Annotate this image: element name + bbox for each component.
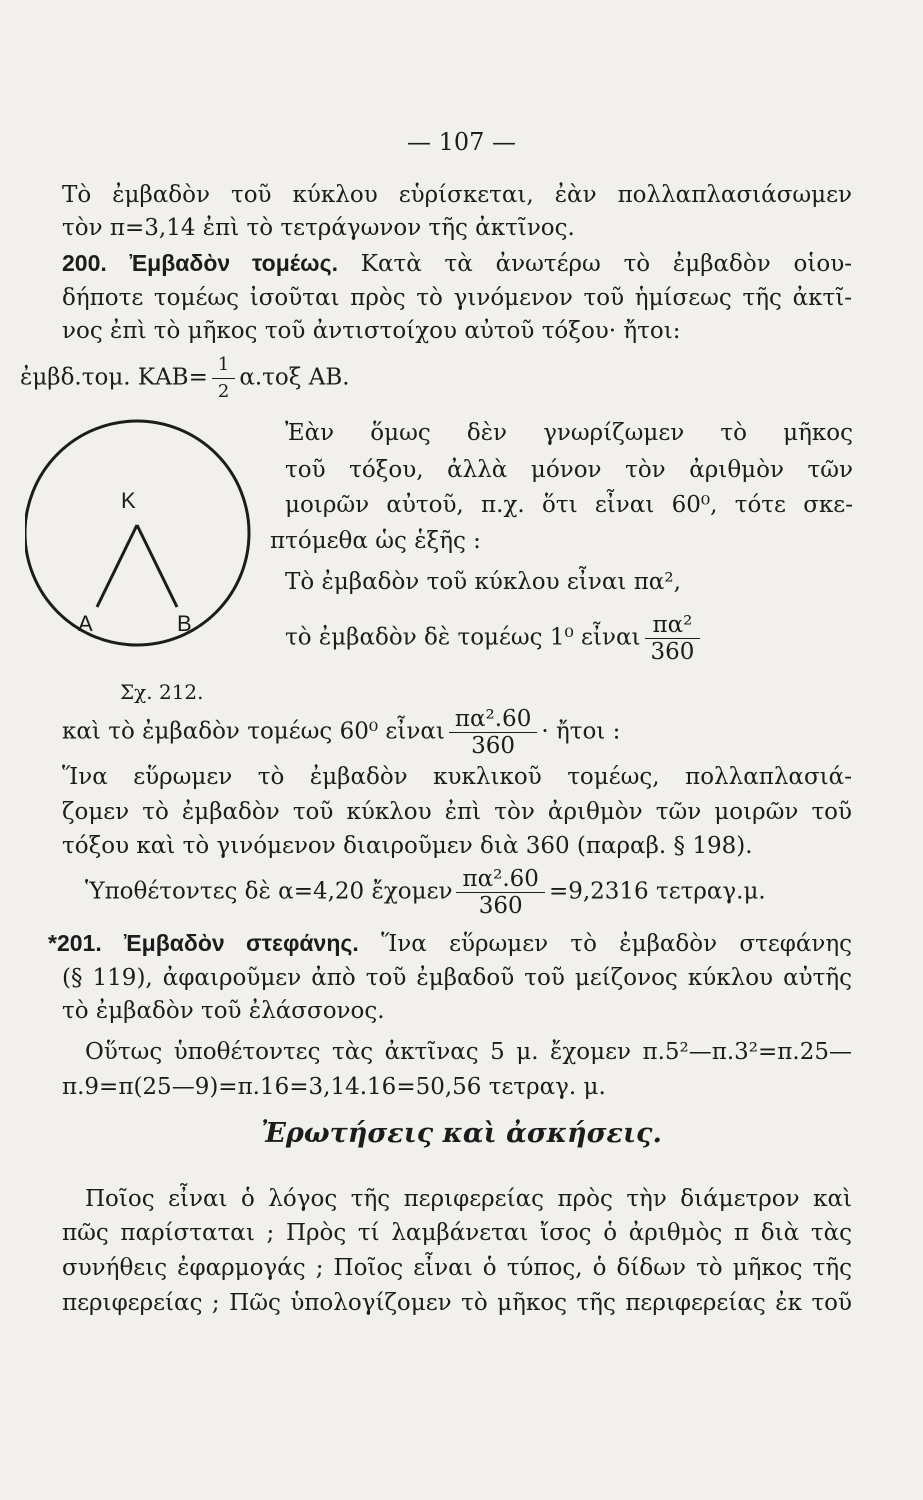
text-span: · ἤτοι : [541,718,621,745]
text-line: Οὕτως ὑποθέτοντες τὰς ἀκτῖνας 5 μ. ἔχομεν π.5²—π.3²=π.25— [85,1039,852,1065]
formula-line [62,706,852,759]
fraction [456,866,544,919]
exercises-heading: Ἐρωτήσεις καὶ ἀσκήσεις. [261,1118,662,1149]
section-number: 200. [62,250,107,276]
section-title: Ἐμβαδὸν τομέως. [129,250,338,276]
text-span: Ἵνα εὕρωμεν τὸ ἐμβαδὸν στεφάνης [381,931,853,957]
text-line: μοιρῶν αὐτοῦ, π.χ. ὅτι εἶναι 60⁰, τότε σκε- [285,492,853,518]
text-line: τόξου καὶ τὸ γινόμενον διαιροῦμεν διὰ 360 (παραβ. § 198). [62,833,753,859]
fraction-numerator: πα².60 [449,706,537,733]
text-line: Τὸ ἐμβαδὸν τοῦ κύκλου εὑρίσκεται, ἐὰν πολλαπλασιάσωμεν [62,182,852,208]
text-line: τὸ ἐμβαδὸν τοῦ ἐλάσσονος. [62,998,385,1024]
section-201-line [48,928,852,959]
figure-caption: Σχ. 212. [120,680,204,704]
text-line: πτόμεθα ὡς ἑξῆς : [270,528,481,554]
fraction [212,352,235,405]
section-title: Ἐμβαδὸν στεφάνης. [124,930,359,956]
fraction-denominator: 360 [478,893,523,919]
text-line: τὸν π=3,14 ἐπὶ τὸ τετράγωνον τῆς ἀκτῖνος. [62,215,575,241]
formula-line [85,866,875,919]
section-200-line [62,248,852,279]
text-line: Ποῖος εἶναι ὁ λόγος τῆς περιφερείας πρὸς τὴν διάμετρον καὶ [85,1186,852,1212]
circle-sector-diagram [25,415,255,655]
fraction-denominator: 2 [217,381,230,402]
text-line: συνήθεις ἐφαρμογάς ; Ποῖος εἶναι ὁ τύπος, ὁ δίδων τὸ μῆκος τῆς [62,1255,852,1281]
radius-kb [137,525,177,607]
circle-outline [25,421,249,645]
formula-line [20,352,810,405]
text-line: π.9=π(25—9)=π.16=3,14.16=50,56 τετραγ. μ. [62,1074,606,1100]
text-line: περιφερείας ; Πῶς ὑπολογίζομεν τὸ μῆκος τῆς περιφερείας ἐκ τοῦ [62,1290,852,1316]
label-k: Κ [121,488,136,513]
fraction [645,612,701,665]
text-line: (§ 119), ἀφαιροῦμεν ἀπὸ τοῦ ἐμβαδοῦ τοῦ μείζονος κύκλου αὐτῆς [62,965,852,991]
text-line: πῶς παρίσταται ; Πρὸς τί λαμβάνεται ἴσος ὁ ἀριθμὸς π διὰ τὰς [62,1220,852,1246]
radius-ka [97,525,137,607]
formula-line [285,612,853,665]
text-line: δήποτε τομέως ἰσοῦται πρὸς τὸ γινόμενον τοῦ ἡμίσεως τῆς ἀκτῖ- [62,285,852,311]
text-span: Ὑποθέτοντες δὲ α=4,20 ἔχομεν [85,878,453,905]
label-b: Β [177,611,192,636]
fraction-denominator: 360 [471,733,516,759]
text-line: Ἐὰν ὅμως δὲν γνωρίζωμεν τὸ μῆκος [285,420,853,446]
text-line: Τὸ ἐμβαδὸν τοῦ κύκλου εἶναι πα², [285,569,681,595]
text-span: καὶ τὸ ἐμβαδὸν τομέως 60⁰ εἶναι [62,718,445,745]
text-span: =9,2316 τετραγ.μ. [548,878,766,905]
formula-left: ἐμβδ.τομ. ΚΑΒ= [20,364,208,391]
fraction-numerator: πα² [645,612,701,639]
label-a: Α [78,611,93,636]
page-number: — 107 — [406,128,517,156]
text-span: τὸ ἐμβαδὸν δὲ τομέως 1⁰ εἶναι [285,624,641,651]
fraction-numerator: πα².60 [456,866,544,893]
formula-right: α.τοξ ΑΒ. [239,364,350,391]
text-line: τοῦ τόξου, ἀλλὰ μόνον τὸν ἀριθμὸν τῶν [285,457,853,483]
text-span: Κατὰ τὰ ἀνωτέρω τὸ ἐμβαδὸν οἱου- [360,251,852,277]
text-line: Ἵνα εὕρωμεν τὸ ἐμβαδὸν κυκλικοῦ τομέως, πολλαπλασιά- [62,764,852,790]
fraction [449,706,537,759]
fraction-denominator: 360 [650,639,695,665]
text-line: νος ἐπὶ τὸ μῆκος τοῦ ἀντιστοίχου αὐτοῦ τόξου· ἤτοι: [62,318,681,344]
section-number: *201. [48,930,102,956]
text-line: ζομεν τὸ ἐμβαδὸν τοῦ κύκλου ἐπὶ τὸν ἀριθμὸν τῶν μοιρῶν τοῦ [62,799,852,825]
fraction-numerator: 1 [212,352,235,379]
figure-212 [25,415,255,655]
